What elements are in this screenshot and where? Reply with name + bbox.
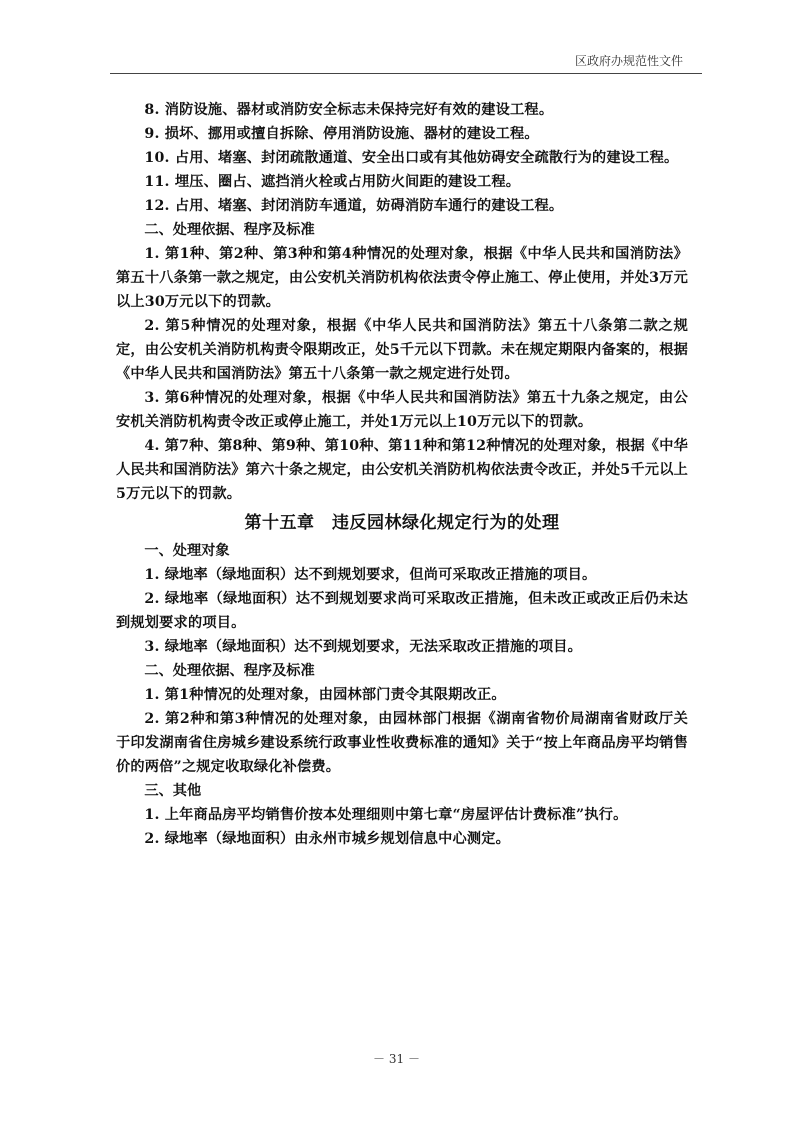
list-item: 2. 绿地率（绿地面积）由永州市城乡规划信息中心测定。 xyxy=(144,831,511,847)
list-item: 2. 第2种和第3种情况的处理对象，由园林部门根据《湖南省物价局湖南省财政厅关于印发湖南省住房城乡建设系统行政事业性收费标准的通知》关于“按上年商品房平均销售价的两倍”之规定收取绿化补偿费。 xyxy=(116,711,688,775)
list-item: 12. 占用、堵塞、封闭消防车通道，妨碍消防车通行的建设工程。 xyxy=(144,198,564,214)
list-item: 4. 第7种、第8种、第9种、第10种、第11种和第12种情况的处理对象，根据《中华人民共和国消防法》第六十条之规定，由公安机关消防机构依法责令改正，并处5千元以上5万元以下的罚款。 xyxy=(116,438,688,502)
list-item: 1. 第1种、第2种、第3种和第4种情况的处理对象，根据《中华人民共和国消防法》第五十八条第一款之规定，由公安机关消防机构依法责令停止施工、停止使用，并处3万元以上30万元以下的罚款。 xyxy=(116,246,688,310)
chapter-title: 第十五章 违反园林绿化规定行为的处理 xyxy=(244,513,560,533)
list-item: 3. 第6种情况的处理对象，根据《中华人民共和国消防法》第五十九条之规定，由公安机关消防机构责令改正或停止施工，并处1万元以上10万元以下的罚款。 xyxy=(116,390,688,430)
list-item: 10. 占用、堵塞、封闭疏散通道、安全出口或有其他妨碍安全疏散行为的建设工程。 xyxy=(144,150,679,166)
page-number: － 31 － xyxy=(373,1052,420,1066)
list-item: 2. 第5种情况的处理对象，根据《中华人民共和国消防法》第五十八条第二款之规定，由公安机关消防机构责令限期改正，处5千元以下罚款。未在规定期限内备案的，根据《中华人民共和国消防法》第五十八条第一款之规定进行处罚。 xyxy=(116,318,688,382)
running-header: 区政府办规范性文件 xyxy=(574,54,683,68)
list-item: 8. 消防设施、器材或消防安全标志未保持完好有效的建设工程。 xyxy=(144,102,554,118)
header-divider xyxy=(110,73,702,74)
list-item: 1. 上年商品房平均销售价按本处理细则中第七章“房屋评估计费标准”执行。 xyxy=(144,807,628,823)
list-item: 1. 第1种情况的处理对象，由园林部门责令其限期改正。 xyxy=(144,687,506,703)
list-item: 1. 绿地率（绿地面积）达不到规划要求，但尚可采取改正措施的项目。 xyxy=(144,567,597,583)
section-heading: 二、处理依据、程序及标准 xyxy=(144,663,315,679)
section-heading: 二、处理依据、程序及标准 xyxy=(144,222,315,238)
page-body xyxy=(116,98,688,851)
section-heading: 一、处理对象 xyxy=(144,543,230,559)
section-heading: 三、其他 xyxy=(144,783,202,799)
list-item: 11. 埋压、圈占、遮挡消火栓或占用防火间距的建设工程。 xyxy=(144,174,521,190)
list-item: 3. 绿地率（绿地面积）达不到规划要求，无法采取改正措施的项目。 xyxy=(144,639,582,655)
list-item: 2. 绿地率（绿地面积）达不到规划要求尚可采取改正措施，但未改正或改正后仍未达到规划要求的项目。 xyxy=(116,591,688,631)
list-item: 9. 损坏、挪用或擅自拆除、停用消防设施、器材的建设工程。 xyxy=(144,126,539,142)
